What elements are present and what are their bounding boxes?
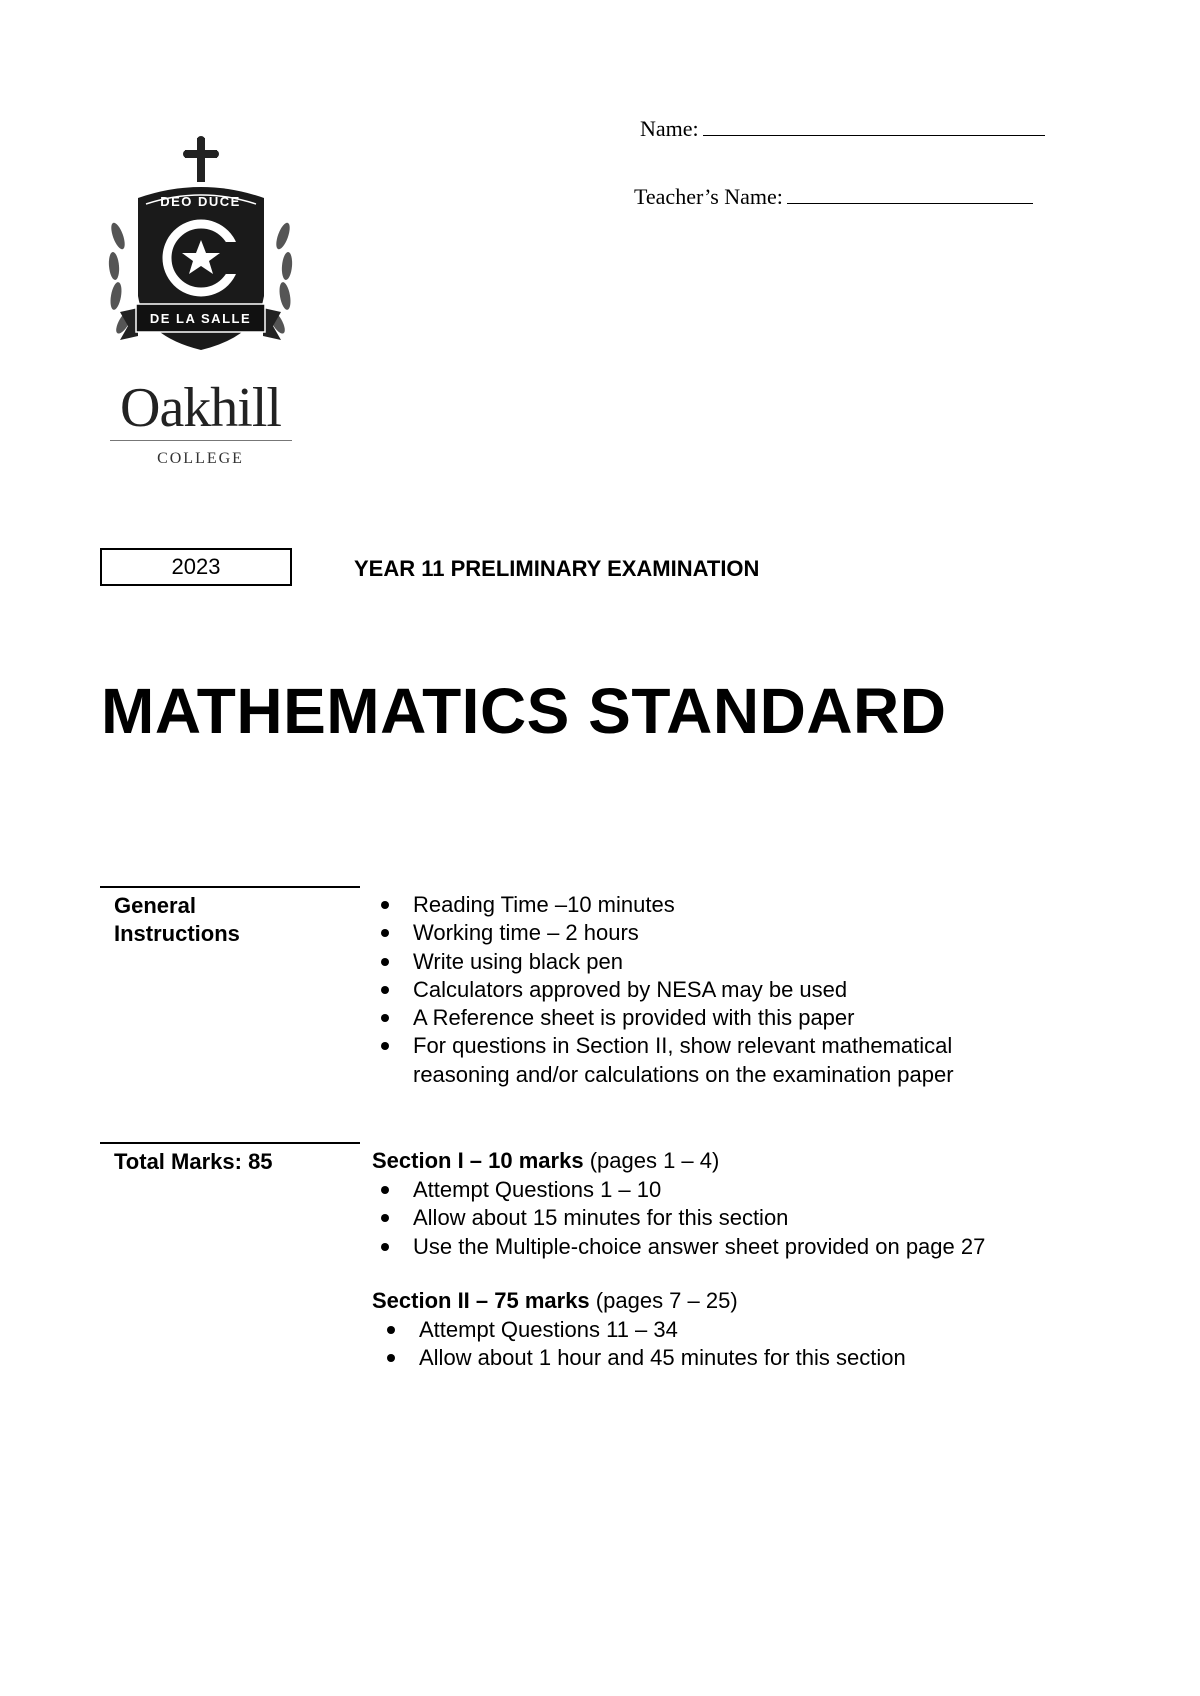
marks-divider — [100, 1142, 360, 1144]
section2-pages: (pages 7 – 25) — [595, 1288, 738, 1313]
section2-title: Section II – 75 marks — [372, 1288, 590, 1313]
section2-heading — [372, 1288, 738, 1314]
student-name-label: Name: — [640, 116, 699, 141]
list-item: Reading Time –10 minutes — [378, 891, 1078, 919]
motto-bottom: DE LA SALLE — [149, 311, 252, 326]
list-item: Calculators approved by NESA may be used — [378, 976, 1078, 1004]
general-instructions-list — [378, 891, 1078, 1089]
logo-subtitle: COLLEGE — [157, 450, 244, 467]
general-label-line2: Instructions — [114, 921, 240, 946]
list-item: Working time – 2 hours — [378, 919, 1078, 947]
logo-wordmark: Oakhill — [120, 377, 281, 439]
section1-list — [378, 1176, 1098, 1261]
section1-heading — [372, 1148, 719, 1174]
motto-top: DEO DUCE — [160, 194, 241, 209]
teacher-name-field[interactable] — [634, 184, 1033, 210]
teacher-name-line[interactable] — [787, 185, 1033, 204]
section1-pages: (pages 1 – 4) — [589, 1148, 720, 1173]
student-name-line[interactable] — [703, 117, 1045, 136]
section1-title: Section I – 10 marks — [372, 1148, 584, 1173]
list-item: Allow about 15 minutes for this section — [378, 1204, 1098, 1232]
list-item: Write using black pen — [378, 948, 1078, 976]
section2-list — [384, 1316, 1084, 1373]
list-item: Use the Multiple-choice answer sheet provided on page 27 — [378, 1233, 1098, 1261]
general-divider — [100, 886, 360, 888]
exam-title: YEAR 11 PRELIMINARY EXAMINATION — [354, 556, 760, 581]
subject-title: MATHEMATICS STANDARD — [101, 675, 947, 747]
general-label-line1: General — [114, 893, 196, 918]
list-item: For questions in Section II, show relevant mathematical reasoning and/or calculations on the examination paper — [378, 1032, 1043, 1089]
total-marks-label: Total Marks: 85 — [114, 1149, 273, 1174]
list-item: Attempt Questions 1 – 10 — [378, 1176, 1098, 1204]
school-logo — [108, 136, 293, 476]
list-item: A Reference sheet is provided with this paper — [378, 1004, 1078, 1032]
exam-year: 2023 — [171, 554, 221, 579]
teacher-name-label: Teacher’s Name: — [634, 184, 783, 209]
list-item: Attempt Questions 11 – 34 — [384, 1316, 1084, 1344]
exam-year-box — [100, 548, 292, 586]
student-name-field[interactable] — [640, 116, 1045, 142]
crest-icon — [108, 136, 293, 376]
logo-divider — [110, 440, 292, 441]
general-instructions-label — [114, 892, 240, 948]
list-item: Allow about 1 hour and 45 minutes for this section — [384, 1344, 1084, 1372]
